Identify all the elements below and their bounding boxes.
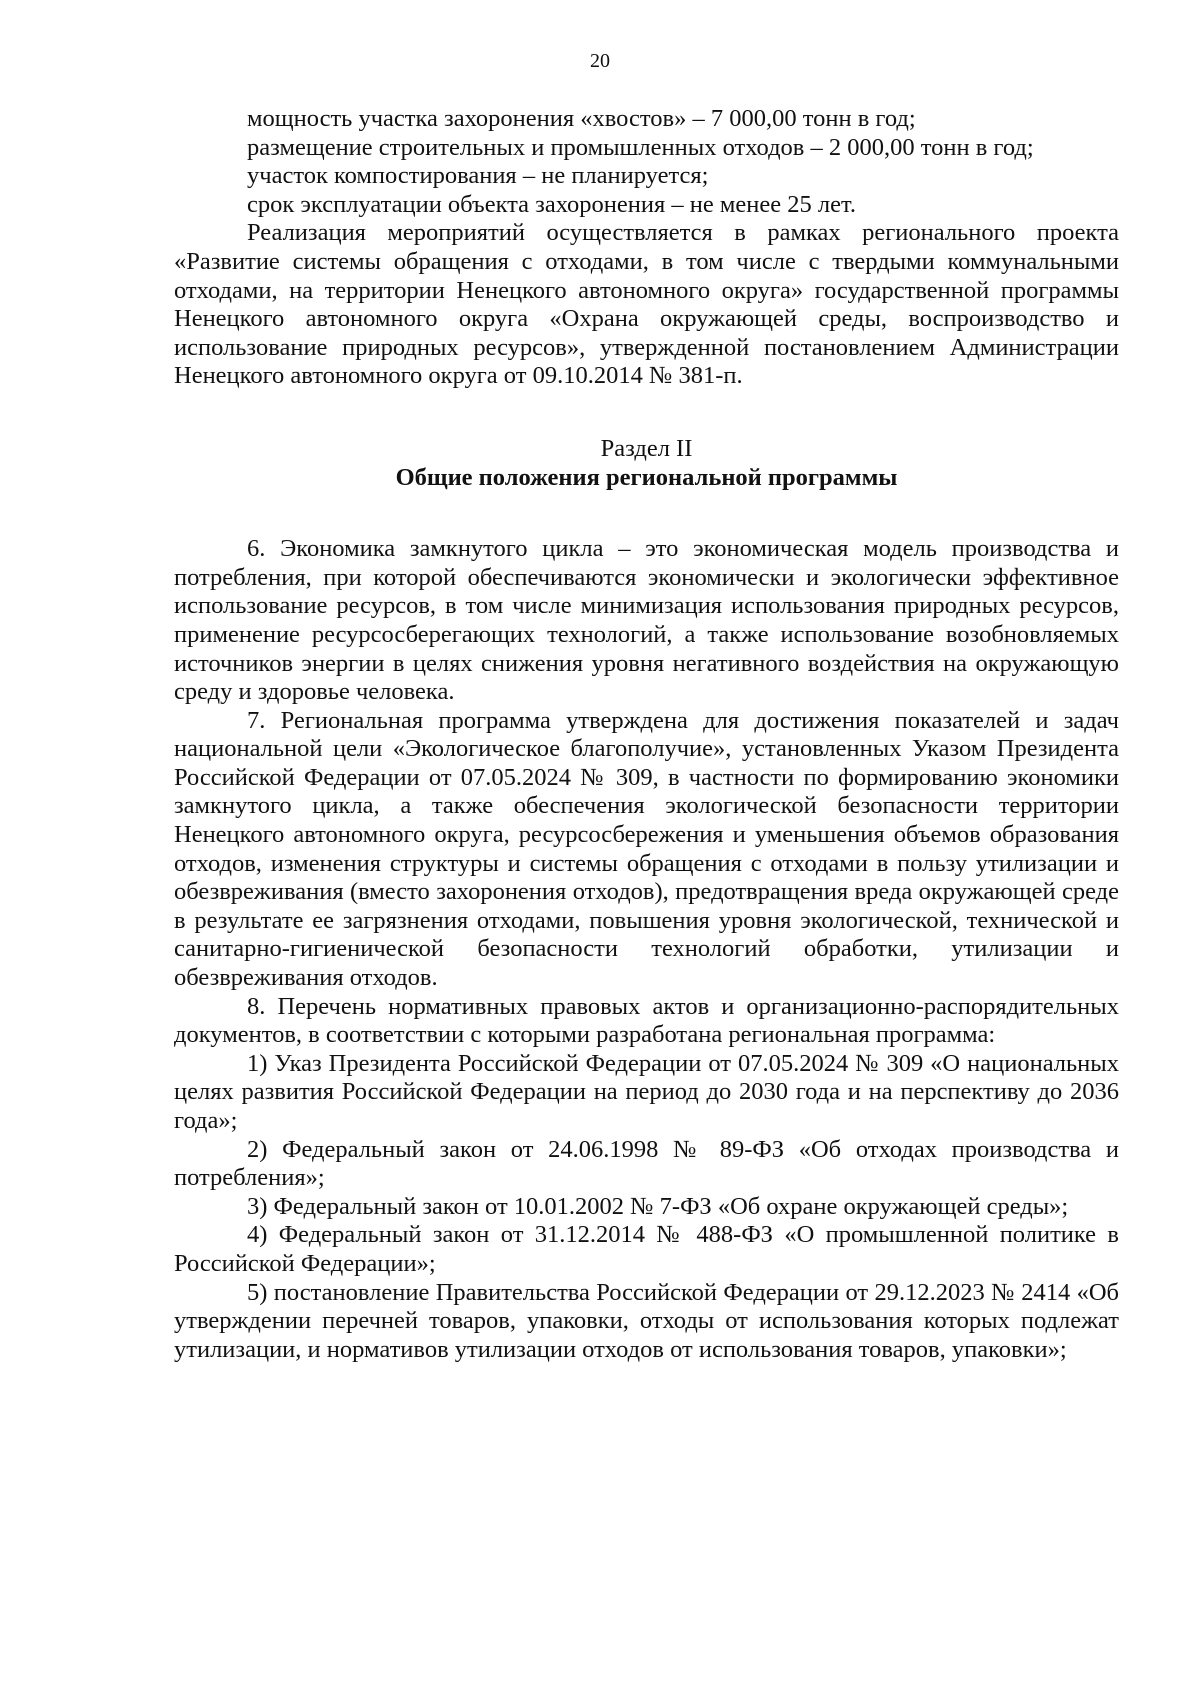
section-title: Общие положения региональной программы [395,463,898,491]
list-item-5: 5) постановление Правительства Российской Федерации от 29.12.2023 № 2414 «Об утверждении перечней товаров, упаковки, отходы от использования которых подлежат утилизации, и нормативов утилизации отходов от использования товаров, упаковки»; [174,1278,1119,1363]
intro-line: размещение строительных и промышленных отходов – 2 000,00 тонн в год; [247,133,1034,161]
realization-paragraph: Реализация мероприятий осуществляется в рамках регионального проекта «Развитие системы обращения с отходами, в том числе с твердыми коммунальными отходами, на территории Ненецкого автономного округа» государственной программы Ненецкого автономного округа «Охрана окружающей среды, воспроизводство и использование природных ресурсов», утвержденной постановлением Администрации Ненецкого автономного округа от 09.10.2014 № 381-п. [174,219,1119,390]
intro-line: участок компостирования – не планируется; [247,162,709,190]
list-item-3: 3) Федеральный закон от 10.01.2002 № 7-ФЗ «Об охране окружающей среды»; [247,1192,1069,1220]
paragraph-7: 7. Региональная программа утверждена для достижения показателей и задач национальной цели «Экологическое благополучие», установленных Указом Президента Российской Федерации от 07.05.2024 № 309, в частности по формированию экономики замкнутого цикла, а также обеспечения экологической безопасности территории Ненецкого автономного округа, ресурсосбережения и уменьшения объемов образования отходов, изменения структуры и системы обращения с отходами в пользу утилизации и обезвреживания (вместо захоронения отходов), предотвращения вреда окружающей среде в результате ее загрязнения отходами, повышения уровня экологической, технической и санитарно-гигиенической безопасности технологий обработки, утилизации и обезвреживания отходов. [174,706,1119,992]
page-number: 20 [590,50,610,72]
section-label: Раздел II [600,434,693,462]
paragraph-6: 6. Экономика замкнутого цикла – это экономическая модель производства и потребления, при которой обеспечиваются экономически и экологически эффективное использование ресурсов, в том числе минимизация использования природных ресурсов, применение ресурсосберегающих технологий, а также использование возобновляемых источников энергии в целях снижения уровня негативного воздействия на окружающую среду и здоровье человека. [174,535,1119,706]
paragraph-8: 8. Перечень нормативных правовых актов и организационно-распорядительных документов, в соответствии с которыми разработана региональная программа: [174,992,1119,1049]
intro-line: срок эксплуатации объекта захоронения – не менее 25 лет. [247,190,856,218]
document-body [174,105,1119,1364]
section-heading [174,435,1119,492]
list-item-1: 1) Указ Президента Российской Федерации от 07.05.2024 № 309 «О национальных целях развития Российской Федерации на период до 2030 года и на перспективу до 2036 года»; [174,1049,1119,1134]
intro-line: мощность участка захоронения «хвостов» – 7 000,00 тонн в год; [247,105,916,132]
list-item-2: 2) Федеральный закон от 24.06.1998 № 89-ФЗ «Об отходах производства и потребления»; [174,1135,1119,1192]
list-item-4: 4) Федеральный закон от 31.12.2014 № 488-ФЗ «О промышленной политике в Российской Федерации»; [174,1221,1119,1277]
